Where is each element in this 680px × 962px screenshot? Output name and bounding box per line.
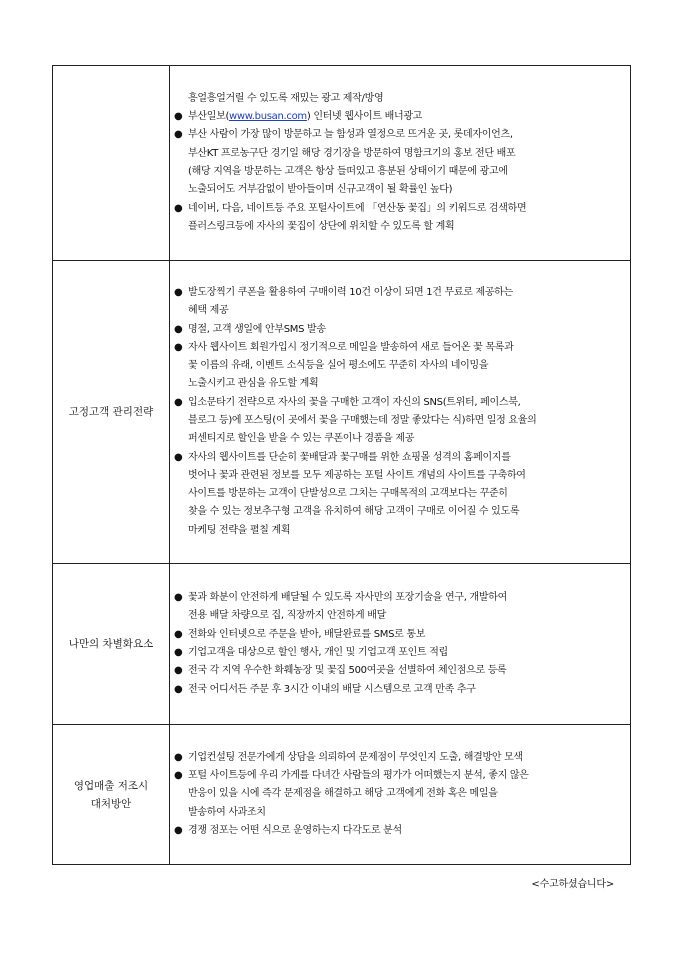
bullet-icon: ● bbox=[174, 824, 183, 836]
list-item bbox=[174, 321, 630, 339]
content-line: 네이버, 다음, 네이트등 주요 포털사이트에 「연산동 꽃집」의 키워드로 검색하면 bbox=[188, 202, 527, 214]
row-label-line: 대처방안 bbox=[90, 797, 132, 810]
list-item bbox=[174, 644, 630, 662]
content-line: 전국 어디서든 주문 후 3시간 이내의 배달 시스템으로 고객 만족 추구 bbox=[188, 683, 476, 695]
busan-link[interactable]: www.busan.com bbox=[229, 111, 307, 123]
content-line: 벗어나 꽃과 관련된 정보를 모두 제공하는 포털 사이트 개념의 사이트를 구축하여 bbox=[188, 469, 526, 481]
row-content bbox=[170, 66, 631, 261]
list-item bbox=[174, 681, 630, 699]
content-line: 꽃 이름의 유래, 이벤트 소식등을 실어 평소에도 꾸준히 자사의 네이밍을 bbox=[188, 360, 489, 372]
table-row bbox=[53, 261, 631, 564]
bullet-icon: ● bbox=[174, 396, 183, 408]
row-label-line: 영업매출 저조시 bbox=[73, 779, 149, 792]
bullet-icon: ● bbox=[174, 323, 183, 335]
content-line: 발송하여 사과조치 bbox=[188, 806, 266, 818]
bullet-icon: ● bbox=[174, 770, 183, 782]
bullet-icon: ● bbox=[174, 751, 183, 763]
table-row bbox=[53, 725, 631, 865]
row-content bbox=[170, 725, 631, 865]
table-row bbox=[53, 564, 631, 725]
content-line: 노출시키고 관심을 유도할 계획 bbox=[188, 378, 319, 390]
content-line: (해당 지역을 방문하는 고객은 항상 들떠있고 흥분된 상태이기 때문에 광고에 bbox=[188, 166, 508, 177]
list-item bbox=[174, 662, 630, 680]
row-label: 나만의 차별화요소 bbox=[53, 564, 170, 725]
bullet-icon: ● bbox=[174, 647, 183, 658]
content-line: 전화와 인터넷으로 주문을 받아, 배달완료를 SMS로 통보 bbox=[188, 628, 426, 640]
list-item bbox=[174, 767, 630, 822]
bullet-icon: ● bbox=[174, 683, 183, 695]
content-line: 노출되어도 거부감없이 받아들이며 신규고객이 될 확률인 높다) bbox=[188, 184, 453, 196]
strategy-table bbox=[52, 65, 631, 865]
content-line: 퍼센티지로 할인을 받을 수 있는 쿠폰이나 경품을 제공 bbox=[188, 433, 415, 445]
content-line: 찾을 수 있는 정보추구형 고객을 유치하여 해당 고객이 구매로 이어질 수 있도록 bbox=[188, 506, 520, 518]
content-line: 블로그 등)에 포스팅(이 곳에서 꽃을 구매했는데 정말 좋았다는 식)하면 일정 요율의 bbox=[188, 415, 537, 426]
list-item bbox=[174, 822, 630, 840]
list-item bbox=[174, 626, 630, 644]
content-line: 자사의 웹사이트를 단순히 꽃배달과 꽃구매를 위한 쇼핑몰 성격의 홈페이지를 bbox=[188, 451, 511, 463]
bullet-icon: ● bbox=[174, 451, 183, 463]
list-item bbox=[174, 108, 630, 126]
bullet-icon: ● bbox=[174, 111, 183, 123]
list-item bbox=[174, 284, 630, 321]
content-line: 반응이 있을 시에 즉각 문제점을 해결하고 해당 고객에게 전화 혹은 메일을 bbox=[188, 788, 498, 800]
list-item bbox=[174, 339, 630, 394]
list-item bbox=[174, 749, 630, 767]
content-line: 사이트를 방문하는 고객이 단발성으로 그치는 구매목적의 고객보다는 꾸준히 bbox=[188, 488, 508, 500]
content-line: 혜택 제공 bbox=[188, 305, 229, 317]
content-line: 부산KT 프로농구단 경기일 해당 경기장을 방문하여 명함크기의 홍보 전단 배포 bbox=[188, 147, 516, 159]
bullet-icon: ● bbox=[174, 286, 183, 298]
table-row bbox=[53, 66, 631, 261]
content-line: 경쟁 점포는 어떤 식으로 운영하는지 다각도로 분석 bbox=[188, 824, 402, 836]
content-line: 포털 사이트등에 우리 가게를 다녀간 사람들의 평가가 어떠했는지 분석, 좋지 않은 bbox=[188, 770, 529, 782]
list-item bbox=[174, 126, 630, 199]
content-line: 부산일보(www.busan.com) 인터넷 웹사이트 배너광고 bbox=[188, 111, 423, 123]
row-content bbox=[170, 261, 631, 564]
content-line: 입소문타기 전략으로 자사의 꽃을 구매한 고객이 자신의 SNS(트위터, 페이스북, bbox=[188, 396, 521, 408]
row-content bbox=[170, 564, 631, 725]
list-item bbox=[174, 449, 630, 540]
bullet-icon: ● bbox=[174, 341, 183, 353]
content-line: 전국 각 지역 우수한 화훼농장 및 꽃집 500여곳을 선별하여 체인점으로 등록 bbox=[188, 665, 507, 677]
content-line: 명절, 고객 생일에 안부SMS 발송 bbox=[188, 323, 326, 335]
list-item bbox=[174, 589, 630, 626]
list-item bbox=[174, 394, 630, 449]
content-line: 흥얼흥얼거릴 수 있도록 재밌는 광고 제작/방영 bbox=[188, 92, 384, 104]
content-line: 발도장찍기 쿠폰을 활용하여 구매이력 10건 이상이 되면 1건 무료로 제공하는 bbox=[188, 286, 513, 298]
content-line: 부산 사람이 가장 많이 방문하고 늘 함성과 열정으로 뜨거운 곳, 롯데자이언츠, bbox=[188, 129, 513, 141]
content-line: 자사 웹사이트 회원가입시 정기적으로 메일을 발송하여 새로 들어온 꽃 목록과 bbox=[188, 341, 514, 353]
bullet-icon: ● bbox=[174, 202, 183, 214]
content-line: 플러스링크등에 자사의 꽃집이 상단에 위치할 수 있도록 할 계획 bbox=[188, 220, 455, 232]
row-label bbox=[53, 725, 170, 865]
row-label: 고정고객 관리전략 bbox=[53, 261, 170, 564]
content-line: 마케팅 전략을 펼칠 계획 bbox=[188, 524, 291, 536]
bullet-icon: ● bbox=[174, 592, 183, 604]
content-line: 기업고객을 대상으로 할인 행사, 개인 및 기업고객 포인트 적립 bbox=[188, 647, 448, 658]
list-item bbox=[174, 200, 630, 237]
row-label bbox=[53, 66, 170, 261]
content-line: 꽃과 화분이 안전하게 배달될 수 있도록 자사만의 포장기술을 연구, 개발하여 bbox=[188, 592, 507, 604]
bullet-icon: ● bbox=[174, 129, 183, 141]
bullet-icon: ● bbox=[174, 665, 183, 677]
content-line: 전용 배달 차량으로 집, 직장까지 안전하게 배달 bbox=[188, 610, 386, 622]
content-line: 기업컨설팅 전문가에게 상담을 의뢰하여 문제점이 무엇인지 도출, 해결방안 모색 bbox=[188, 751, 523, 763]
closing-remark: <수고하셨습니다> bbox=[531, 879, 614, 890]
bullet-icon: ● bbox=[174, 628, 183, 640]
